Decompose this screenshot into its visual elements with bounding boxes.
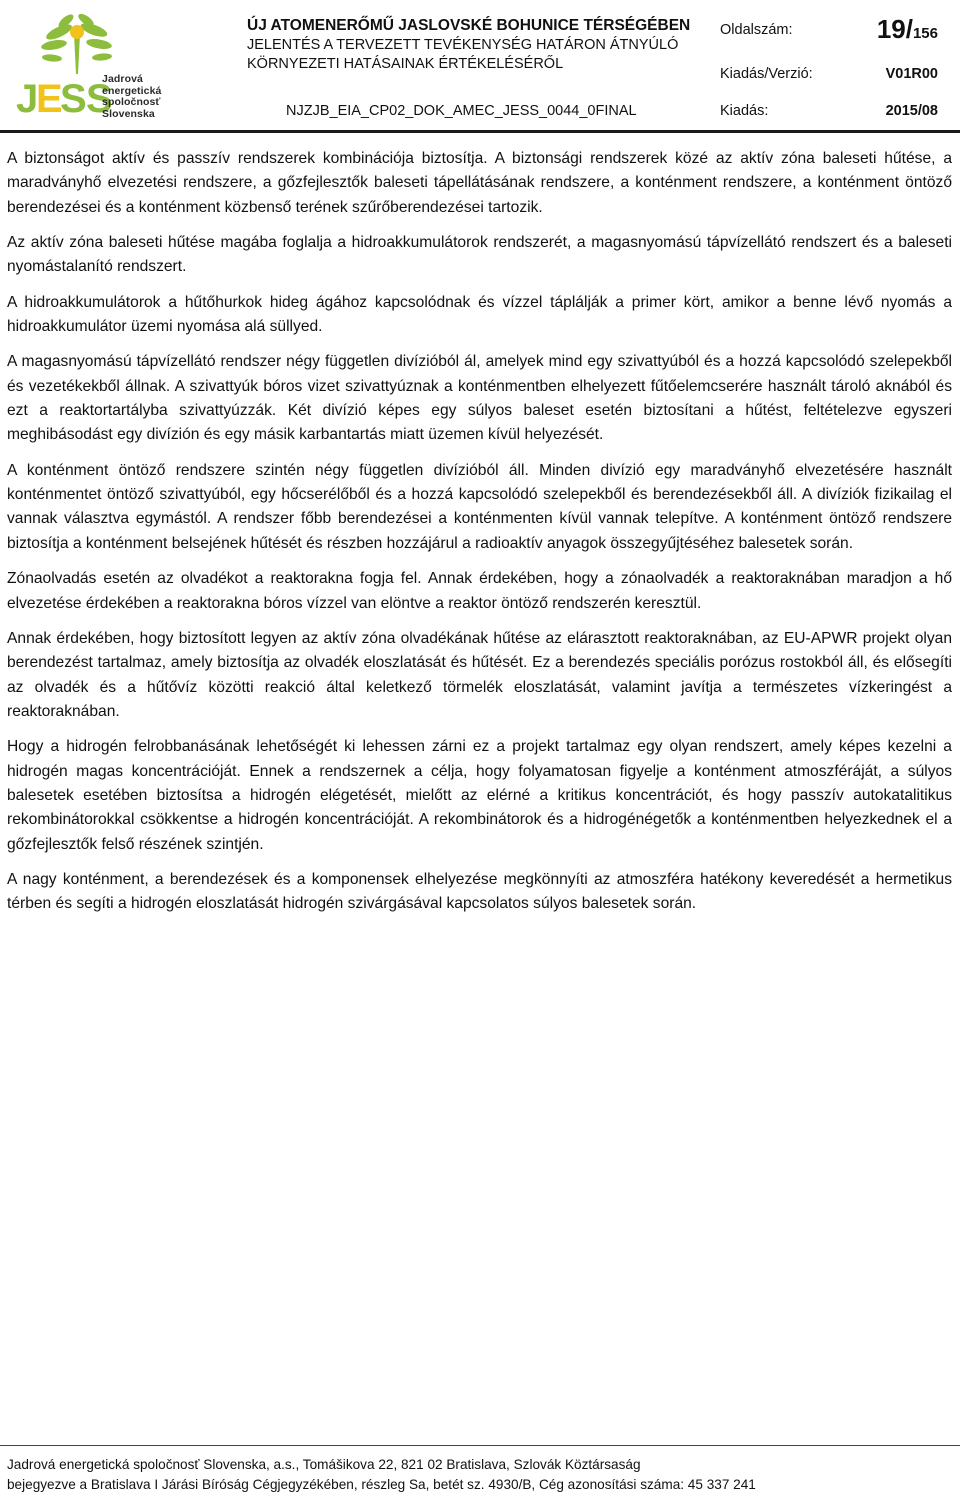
edition-value: 2015/08: [885, 103, 938, 119]
header-divider: [0, 130, 960, 133]
body-paragraph: Az aktív zóna baleseti hűtése magába foglalja a hidroakkumulátorok rendszerét, a magasnyomású tápvízellátó rendszert és a baleseti nyomástalanító rendszert.: [7, 234, 952, 276]
footer-company-address: Jadrová energetická spoločnosť Slovenska, a.s., Tomášikova 22, 821 02 Bratislava, Szlovák Köztársaság: [7, 1457, 641, 1472]
version-label: Kiadás/Verzió:: [720, 66, 813, 82]
svg-text:E: E: [36, 77, 62, 121]
page-current: 19/: [876, 14, 913, 44]
edition-label: Kiadás:: [720, 103, 769, 119]
body-paragraph: Hogy a hidrogén felrobbanásának lehetőségét ki lehessen zárni ez a projekt tartalmaz egy olyan rendszert, amely képes kezelni a hidrogén magas koncentrációját. Ennek a rendszernek a célja, hogy folyamatosan figyelje a konténment atmoszféráját, a súlyos balesetek esetében biztosítsa a hidrogén elégetését, mielőtt az elérné a kritikus koncentrációt, és hogy passzív autokatalitikus rekombinátorokkal csökkentse a hidrogén koncentrációját. A rekombinátorok és a hidrogénégetők a konténmentben helyezkednek el a gőzfejlesztők felső részének szintjén.: [7, 738, 952, 853]
svg-text:S: S: [86, 77, 112, 121]
logo-tagline-line: spoločnosť: [102, 96, 161, 108]
footer-divider: [0, 1445, 960, 1446]
svg-text:J: J: [16, 77, 38, 121]
body-paragraph: Zónaolvadás esetén az olvadékot a reaktorakna fogja fel. Annak érdekében, hogy a zónaolvadék a reaktoraknában maradjon a hő elvezetése érdekében a reaktorakna bóros vízzel van elöntve a reaktor öntöző rendszerén keresztül.: [7, 570, 952, 612]
logo-tagline-line: Slovenska: [102, 107, 155, 120]
document-id: NJZJB_EIA_CP02_DOK_AMEC_JESS_0044_0FINAL: [286, 103, 637, 119]
page-total: 156: [912, 25, 938, 42]
logo-tagline: [102, 74, 161, 120]
document-subtitle-line2: KÖRNYEZETI HATÁSAINAK ÉRTÉKELÉSÉRŐL: [247, 56, 564, 72]
body-paragraph: A biztonságot aktív és passzív rendszerek kombinációja biztosítja. A biztonsági rendszerek közé az aktív zóna baleseti hűtése, a maradványhő elvezetési rendszere, a gőzfejlesztők baleseti tápellátásának rendszere, a konténment rendszere, a konténment öntöző berendezései és a konténment közbenső terének szűrőberendezései tartozik.: [7, 150, 952, 216]
document-subtitle-line1: JELENTÉS A TERVEZETT TEVÉKENYSÉG HATÁRON ÁTNYÚLÓ: [247, 37, 679, 53]
body-paragraph: A nagy konténment, a berendezések és a komponensek elhelyezése megkönnyíti az atmoszféra hatékony keveredését a hermetikus térben és segíti a hidrogén eloszlatását hidrogén szivárgásával kapcsolatos súlyos balesetek során.: [7, 870, 952, 913]
logo-tagline-line: energetická: [102, 84, 162, 97]
svg-text:S: S: [60, 77, 86, 121]
page-number-label: Oldalszám:: [720, 22, 793, 38]
version-value: V01R00: [885, 66, 938, 82]
body-paragraph: A hidroakkumulátorok a hűtőhurkok hideg ágához kapcsolódnak és vízzel táplálják a primer kört, amikor a benne lévő nyomás a hidroakkumulátor üzemi nyomása alá süllyed.: [7, 293, 952, 336]
body-paragraph: Annak érdekében, hogy biztosított legyen az aktív zóna olvadékának hűtése az elárasztott reaktoraknában, az EU-APWR projekt olyan berendezést tartalmaz, amely biztosítja az olvadék eloszlatását és hűtését. Ez a berendezés speciális porózus rostokból áll, és elősegíti az olvadék és a hűtővíz közötti reakció által keletkező törmelék eloszlatását, valamint javítja a természetes vízkeringést a reaktoraknában.: [7, 629, 952, 720]
header-meta: [720, 0, 950, 130]
page-number: [877, 14, 938, 45]
jess-logo: [14, 12, 214, 124]
document-body: [7, 147, 952, 928]
body-paragraph: A konténment öntöző rendszere szintén négy független divízióból áll. Minden divízió egy maradványhő elvezetésére használt konténmentet öntöző szivattyúból, egy hőcserélőből és a hozzá kapcsolódó szelepekből és berendezésekből áll. A divíziók fizikailag el vannak választva egymástól. A rendszer főbb berendezései a konténmenten kívül vannak telepítve. A konténment öntöző rendszere biztosítja a konténment belsejének hűtését és részben hozzájárul a radioaktív anyagok összegyűjtéséhez balesetek során.: [7, 461, 952, 552]
document-title: ÚJ ATOMENERŐMŰ JASLOVSKÉ BOHUNICE TÉRSÉGÉBEN: [247, 17, 691, 34]
footer-registration: bejegyezve a Bratislava I Járási Bíróság Cégjegyzékében, részleg Sa, betét sz. 4930/B, Cég azonosítási száma: 45 337 241: [7, 1477, 756, 1492]
body-paragraph: A magasnyomású tápvízellátó rendszer négy független divízióból ál, amelyek mind egy szivattyúból és a hozzá kapcsolódó szelepekből és vezetékekből állnak. A szivattyúk bóros vizet szivattyúznak a konténmentben elhelyezett fűtőelemcserére használt tároló aknából és ezt a reaktortartályba szivattyúzzák. Két divízió képes egy súlyos baleset esetén biztosítani a hűtést, feltételezve egyszeri meghibásodást egy divízión és egy másik karbantartás miatt üzemen kívül helyezését.: [7, 353, 952, 444]
logo-tagline-line: Jadrová: [102, 73, 143, 85]
page-footer: [7, 1455, 756, 1495]
header-titles: [247, 16, 707, 74]
page-header: [0, 0, 960, 130]
